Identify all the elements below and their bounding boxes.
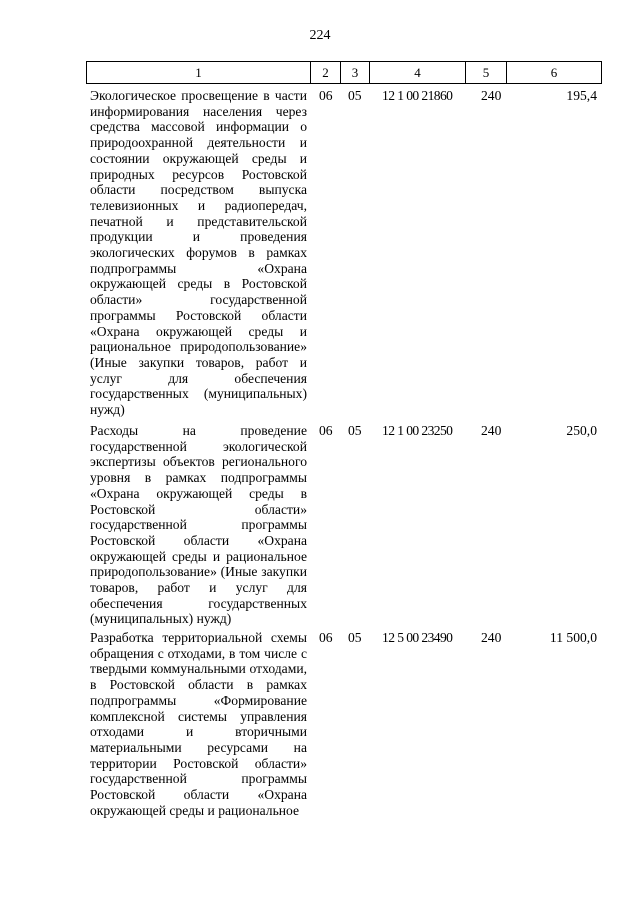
- header-cell-3: 3: [341, 62, 370, 84]
- row-section-code: 06: [319, 88, 333, 103]
- row-description: Расходы на проведение государственной экологической экспертизы объектов регионального уровня в рамках подпрограммы «Охрана окружающей среды в Ростовской области» государственной программы Ростовской области «Охрана окружающей среды и рациональное природопользование» (Иные закупки товаров, работ и услуг для обеспечения государственных (муниципальных) нужд): [90, 423, 307, 627]
- row-amount: 11 500,0: [549, 630, 597, 645]
- row-section-code: 06: [319, 630, 333, 645]
- row-target-article-code: 12 5 00 23490: [382, 630, 453, 645]
- row-expense-type-code: 240: [481, 88, 502, 103]
- row-subsection-code: 05: [348, 88, 362, 103]
- header-cell-4: 4: [370, 62, 466, 84]
- row-amount: 195,4: [566, 88, 597, 103]
- header-cell-2: 2: [311, 62, 341, 84]
- page-number: 224: [309, 28, 331, 43]
- row-subsection-code: 05: [348, 423, 362, 438]
- row-expense-type-code: 240: [481, 630, 502, 645]
- row-description: Экологическое просвещение в части информирования населения через средства массовой информации о природоохранной деятельности и состоянии окружающей среды и природных ресурсов Ростовской области посредством выпуска телевизионных и радиопередач, печатной и представительской продукции и проведения экологических форумов в рамках подпрограммы «Охрана окружающей среды в Ростовской области» государственной программы Ростовской области «Охрана окружающей среды и рациональное природопользование» (Иные закупки товаров, работ и услуг для обеспечения государственных (муниципальных) нужд): [90, 88, 307, 418]
- row-expense-type-code: 240: [481, 423, 502, 438]
- row-section-code: 06: [319, 423, 333, 438]
- row-description: Разработка территориальной схемы обращения с отходами, в том числе с твердыми коммунальными отходами, в Ростовской области в рамках подпрограммы «Формирование комплексной системы управления отходами и вторичными материальными ресурсами на территории Ростовской области» государственной программы Ростовской области «Охрана окружающей среды и рациональное: [90, 630, 307, 818]
- row-target-article-code: 12 1 00 21860: [382, 88, 453, 103]
- header-cell-1: 1: [87, 62, 311, 84]
- header-row: [87, 62, 602, 84]
- row-amount: 250,0: [566, 423, 597, 438]
- header-cell-6: 6: [507, 62, 602, 84]
- row-subsection-code: 05: [348, 630, 362, 645]
- column-number-header: [86, 61, 602, 84]
- row-target-article-code: 12 1 00 23250: [382, 423, 453, 438]
- header-cell-5: 5: [466, 62, 507, 84]
